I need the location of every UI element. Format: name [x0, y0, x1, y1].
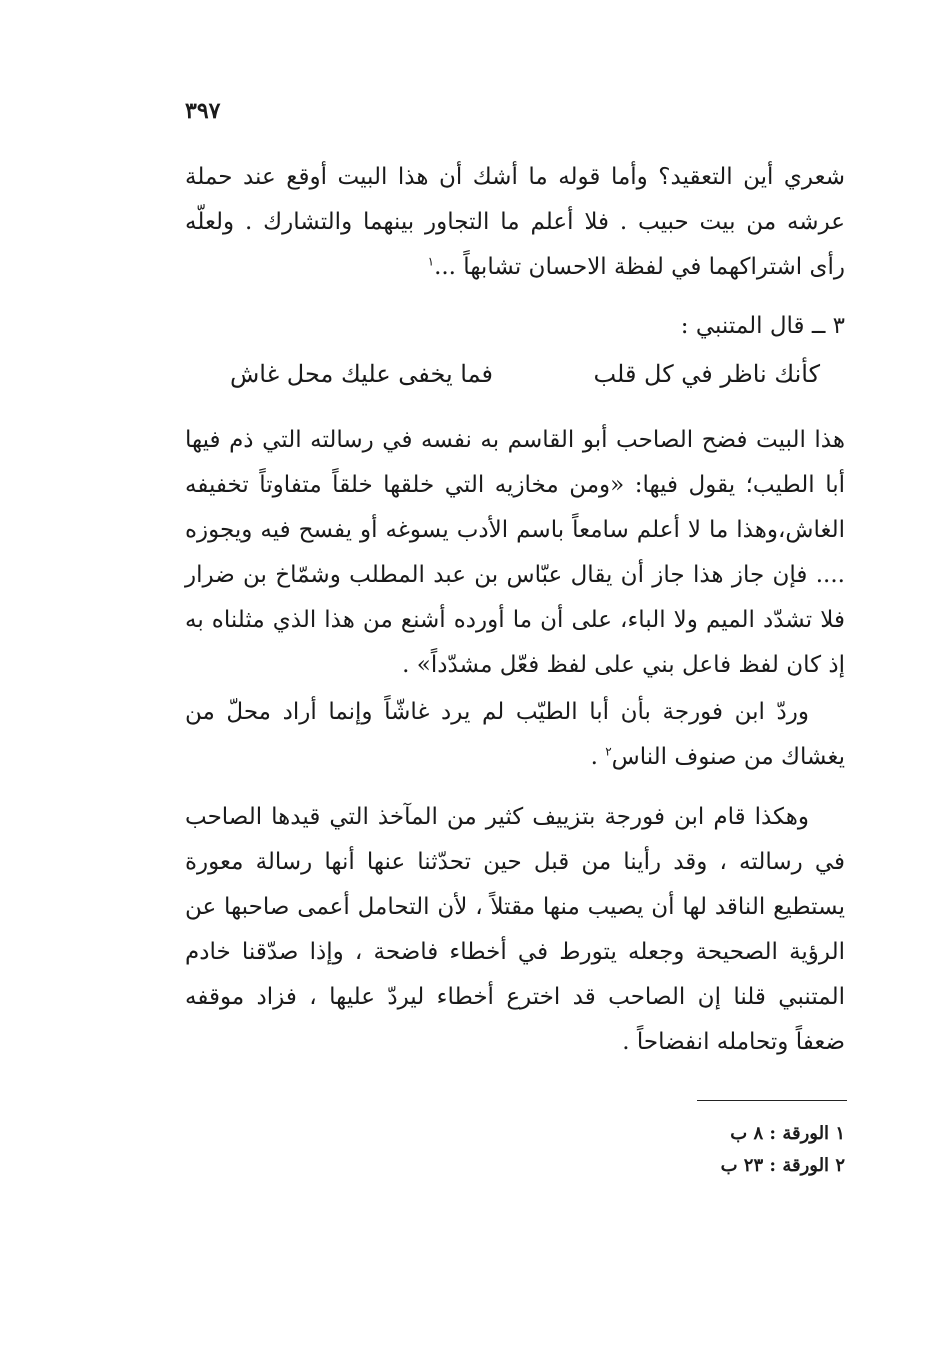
- page-number: ٣٩٧: [185, 98, 221, 124]
- footnote-2: ٢ الورقة : ٢٣ ب: [720, 1155, 845, 1176]
- verse-hemistich-first: كأنك ناظر في كل قلب: [593, 360, 820, 388]
- paragraph-rebuttal: [185, 690, 845, 780]
- poem-verse: [230, 352, 820, 397]
- paragraph-rebuttal-end: .: [590, 744, 606, 770]
- paragraph-intro: [185, 155, 845, 290]
- footnote-ref-1: ١: [427, 254, 435, 269]
- verse-hemistich-second: فما يخفى عليك محل غاش: [230, 360, 493, 388]
- footnote-ref-2: ٢: [605, 744, 612, 759]
- paragraph-conclusion-text: وهكذا قام ابن فورجة بتزييف كثير من المآخذ التي قيدها الصاحب في رسالته ، وقد رأينا من قبل حين تحدّثنا عنها أنها رسالة معورة يستطيع الناقد لها أن يصيب منها مقتلاً ، لأن التحامل أعمى صاحبها عن الرؤية الصحيحة وجعله يتورط في أخطاء فاضحة ، وإذا صدّقنا خادم المتنبي قلنا إن الصاحب قد اخترع أخطاء ليردّ عليها ، فزاد موقفه ضعفاً وتحامله انفضاحاً .: [185, 804, 845, 1055]
- footnote-divider: [697, 1100, 847, 1101]
- paragraph-critique-text: هذا البيت فضح الصاحب أبو القاسم به نفسه في رسالته التي ذم فيها أبا الطيب؛ يقول فيها: «ومن مخازيه التي خلقها خلقاً متفاوتاً تخفيفه الغاش،وهذا ما لا أعلم سامعاً باسم الأدب يسوغه أو يفسح فيه ويجوزه .... فإن جاز هذا جاز أن يقال عبّاس بن عبد المطلب وشمّاخ بن ضرار فلا تشدّد الميم ولا الباء، على أن ما أورده أشنع من هذا الذي مثلناه به إذ كان لفظ فاعل بني على لفظ فعّل مشدّداً» .: [185, 427, 845, 678]
- footnotes: [600, 1118, 845, 1182]
- section-heading: ٣ ــ قال المتنبي :: [680, 313, 845, 339]
- paragraph-intro-text: شعري أين التعقيد؟ وأما قوله ما أشك أن هذا البيت أوقع عند حملة عرشه من بيت حبيب . فلا أعلم ما التجاور بينهما والتشارك . ولعلّه رأى اشتراكهما في لفظة الاحسان تشابهاً ...: [185, 164, 845, 280]
- paragraph-critique: [185, 418, 845, 688]
- footnote-1: ١ الورقة : ٨ ب: [730, 1123, 845, 1144]
- paragraph-conclusion: [185, 795, 845, 1065]
- paragraph-rebuttal-text: وردّ ابن فورجة بأن أبا الطيّب لم يرد غاشّاً وإنما أراد محلّ من يغشاك من صنوف الناس: [185, 699, 845, 770]
